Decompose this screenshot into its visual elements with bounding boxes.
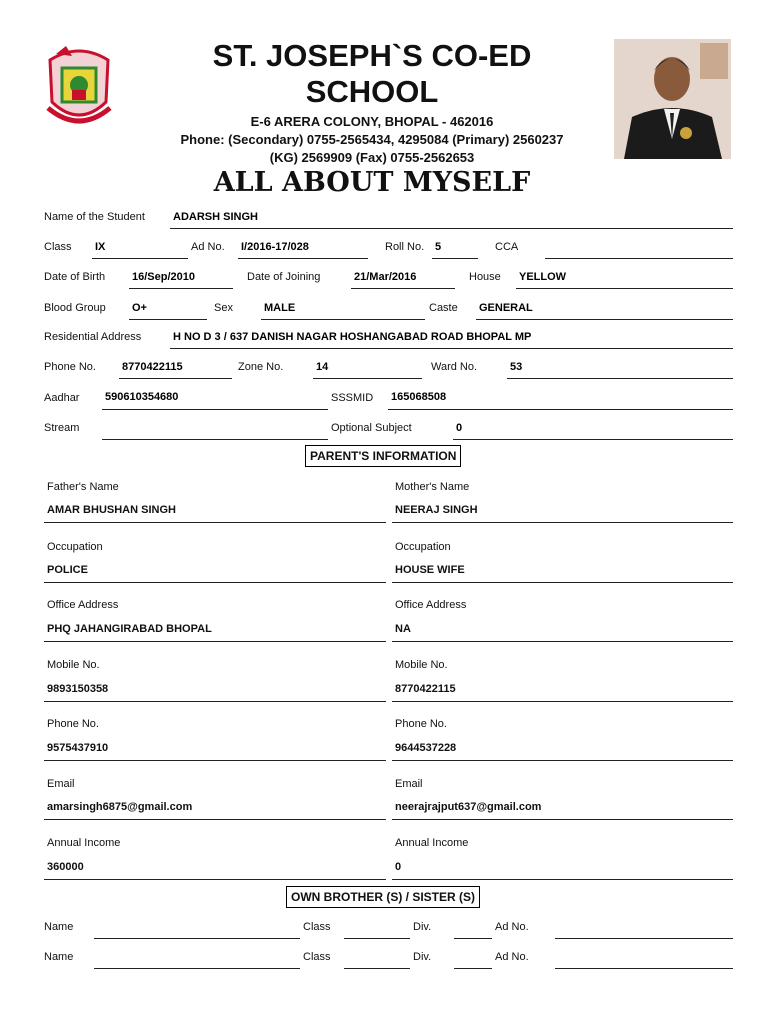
student-name-label: Name of the Student — [44, 211, 145, 223]
father-field-line — [44, 641, 386, 642]
roll-value: 5 — [435, 241, 442, 253]
mother-field-label: Occupation — [395, 541, 451, 553]
father-field-value: AMAR BHUSHAN SINGH — [47, 504, 176, 516]
school-phone-2: (KG) 2569909 (Fax) 0755-2562653 — [269, 150, 475, 165]
zone-line — [313, 378, 422, 379]
father-field-label: Occupation — [47, 541, 103, 553]
student-photo-icon — [614, 39, 731, 159]
caste-value: GENERAL — [479, 302, 533, 314]
sssmid-label: SSSMID — [331, 392, 374, 404]
school-name-line1: ST. JOSEPH`S CO-ED — [212, 38, 532, 73]
student-name-line — [170, 228, 733, 229]
roll-line — [432, 258, 478, 259]
blood-label: Blood Group — [44, 302, 106, 314]
student-name-value: ADARSH SINGH — [173, 211, 258, 223]
mother-field-line — [392, 760, 733, 761]
phone-value: 8770422115 — [122, 361, 183, 373]
form-title: ALL ABOUT MYSELF — [213, 167, 531, 198]
sibling-name-label: Name — [44, 951, 74, 963]
mother-field-value: 9644537228 — [395, 742, 457, 754]
stream-line — [102, 439, 328, 440]
father-field-label: Office Address — [47, 599, 119, 611]
father-field-label: Father's Name — [47, 481, 119, 493]
adno-line — [238, 258, 368, 259]
father-field-value: amarsingh6875@gmail.com — [47, 801, 193, 813]
mother-field-line — [392, 819, 733, 820]
sssmid-value: 165068508 — [391, 391, 447, 403]
mother-field-line — [392, 879, 733, 880]
doj-value: 21/Mar/2016 — [354, 271, 417, 283]
sibling-adno-line — [555, 938, 733, 939]
aadhar-line — [102, 409, 328, 410]
res-address-line — [170, 348, 733, 349]
dob-value: 16/Sep/2010 — [132, 271, 195, 283]
mother-field-line — [392, 582, 733, 583]
phone-line — [119, 378, 232, 379]
mother-field-value: neerajrajput637@gmail.com — [395, 801, 542, 813]
mother-field-label: Annual Income — [395, 837, 469, 849]
mother-field-value: 8770422115 — [395, 683, 456, 695]
father-field-line — [44, 582, 386, 583]
sibling-adno-line — [555, 968, 733, 969]
class-line — [92, 258, 188, 259]
mother-field-line — [392, 701, 733, 702]
stream-label: Stream — [44, 422, 80, 434]
mother-field-line — [392, 522, 733, 523]
blood-value: O+ — [132, 302, 147, 314]
mother-field-value: 0 — [395, 861, 402, 873]
siblings-heading: OWN BROTHER (S) / SISTER (S) — [286, 886, 480, 908]
father-field-value: 360000 — [47, 861, 84, 873]
optional-subject-label: Optional Subject — [331, 422, 412, 434]
cca-line — [545, 258, 733, 259]
caste-label: Caste — [429, 302, 458, 314]
sibling-class-line — [344, 968, 410, 969]
res-address-value: H NO D 3 / 637 DANISH NAGAR HOSHANGABAD ROAD BHOPAL MP — [173, 331, 532, 343]
sibling-name-label: Name — [44, 921, 74, 933]
parents-heading: PARENT'S INFORMATION — [305, 445, 461, 467]
dob-line — [129, 288, 233, 289]
ward-line — [507, 378, 733, 379]
sssmid-line — [388, 409, 733, 410]
aadhar-value: 590610354680 — [105, 391, 179, 403]
mother-field-label: Mobile No. — [395, 659, 448, 671]
house-line — [516, 288, 733, 289]
school-crest-icon — [42, 42, 116, 130]
father-field-label: Mobile No. — [47, 659, 100, 671]
dob-label: Date of Birth — [44, 271, 106, 283]
sex-label: Sex — [214, 302, 233, 314]
school-logo — [42, 42, 116, 130]
doj-line — [351, 288, 455, 289]
father-field-label: Phone No. — [47, 718, 99, 730]
caste-line — [476, 319, 733, 320]
sibling-name-line — [94, 938, 300, 939]
mother-field-label: Phone No. — [395, 718, 447, 730]
ward-label: Ward No. — [431, 361, 478, 373]
school-address: E-6 ARERA COLONY, BHOPAL - 462016 — [250, 114, 494, 129]
sibling-adno-label: Ad No. — [495, 951, 529, 963]
father-field-line — [44, 701, 386, 702]
class-value: IX — [95, 241, 106, 253]
father-field-value: 9893150358 — [47, 683, 109, 695]
mother-field-value: HOUSE WIFE — [395, 564, 465, 576]
adno-label: Ad No. — [191, 241, 225, 253]
father-field-line — [44, 760, 386, 761]
mother-field-line — [392, 641, 733, 642]
optional-subject-line — [453, 439, 733, 440]
sibling-class-label: Class — [303, 921, 331, 933]
father-field-line — [44, 819, 386, 820]
father-field-label: Annual Income — [47, 837, 121, 849]
roll-label: Roll No. — [385, 241, 425, 253]
mother-field-value: NEERAJ SINGH — [395, 504, 478, 516]
sibling-adno-label: Ad No. — [495, 921, 529, 933]
father-field-value: POLICE — [47, 564, 88, 576]
school-phone-1: Phone: (Secondary) 0755-2565434, 4295084 (Primary) 2560237 — [180, 132, 564, 147]
house-label: House — [469, 271, 501, 283]
optional-subject-value: 0 — [456, 422, 463, 434]
mother-field-label: Email — [395, 778, 423, 790]
school-name-line2: SCHOOL — [305, 74, 439, 109]
mother-field-label: Office Address — [395, 599, 467, 611]
sibling-div-line — [454, 938, 492, 939]
mother-field-value: NA — [395, 623, 411, 635]
class-label: Class — [44, 241, 72, 253]
doj-label: Date of Joining — [247, 271, 321, 283]
cca-label: CCA — [495, 241, 519, 253]
mother-field-label: Mother's Name — [395, 481, 470, 493]
sibling-div-label: Div. — [413, 921, 432, 933]
father-field-value: PHQ JAHANGIRABAD BHOPAL — [47, 623, 212, 635]
aadhar-label: Aadhar — [44, 392, 80, 404]
zone-value: 14 — [316, 361, 329, 373]
father-field-line — [44, 879, 386, 880]
sibling-div-label: Div. — [413, 951, 432, 963]
house-value: YELLOW — [519, 271, 567, 283]
sibling-div-line — [454, 968, 492, 969]
res-address-label: Residential Address — [44, 331, 142, 343]
sibling-class-line — [344, 938, 410, 939]
blood-line — [129, 319, 207, 320]
father-field-line — [44, 522, 386, 523]
adno-value: I/2016-17/028 — [241, 241, 309, 253]
phone-label: Phone No. — [44, 361, 96, 373]
zone-label: Zone No. — [238, 361, 284, 373]
ward-value: 53 — [510, 361, 523, 373]
father-field-label: Email — [47, 778, 75, 790]
sibling-class-label: Class — [303, 951, 331, 963]
father-field-value: 9575437910 — [47, 742, 109, 754]
sibling-name-line — [94, 968, 300, 969]
student-photo — [614, 39, 731, 159]
sex-line — [261, 319, 425, 320]
sex-value: MALE — [264, 302, 296, 314]
